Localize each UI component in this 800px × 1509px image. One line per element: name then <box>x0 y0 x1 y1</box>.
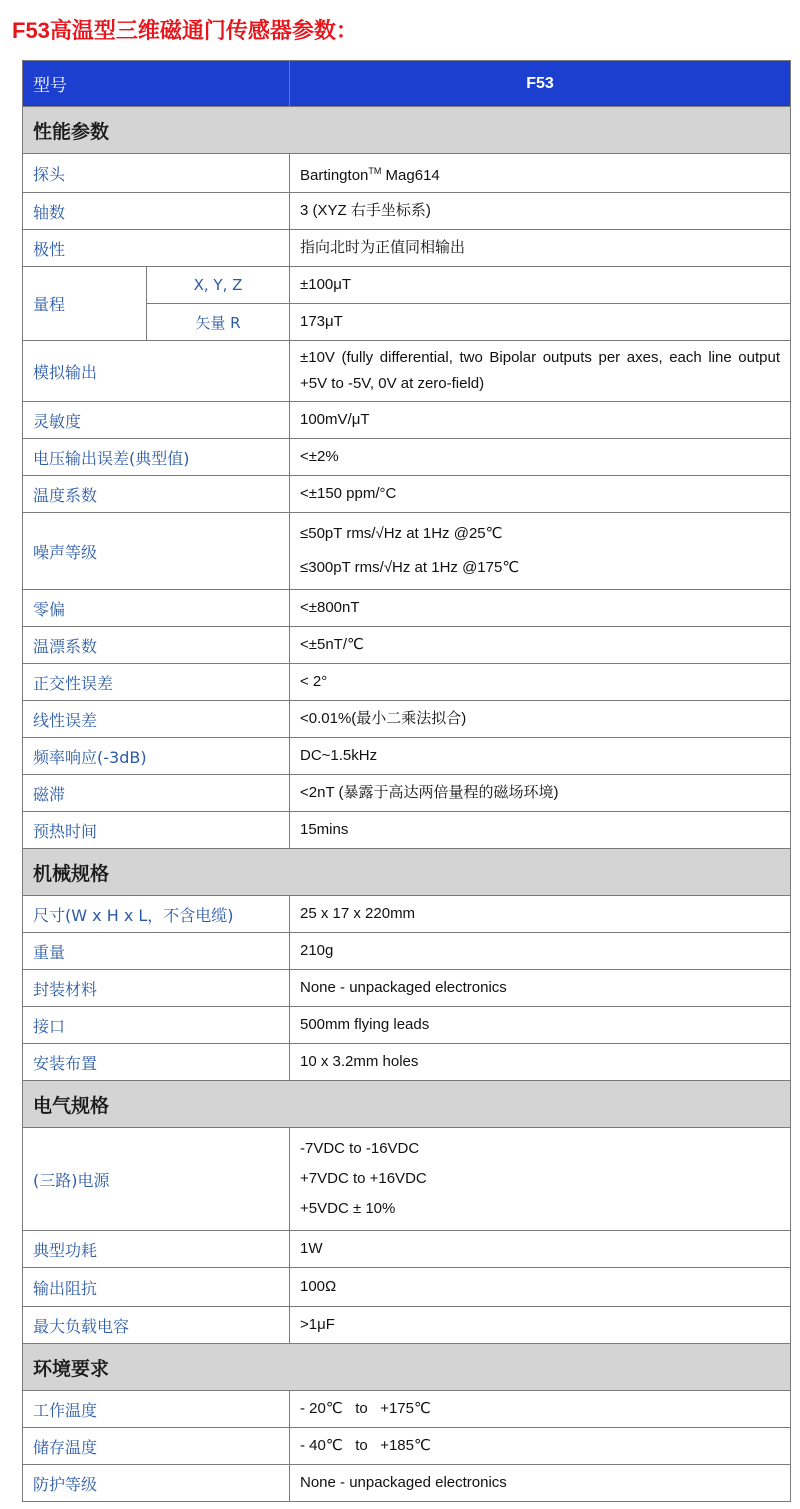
noise-value-line: ≤50pT rms/√Hz at 1Hz @25℃ <box>300 525 503 542</box>
section-row-environment <box>23 1344 791 1391</box>
page-title <box>12 14 358 45</box>
row-value: 1W <box>290 1231 791 1268</box>
row-value-power <box>290 1128 791 1231</box>
row-value: <±5nT/℃ <box>290 627 791 664</box>
row-value: < 2° <box>290 664 791 701</box>
section-title-electrical: 电气规格 <box>23 1081 791 1128</box>
row-label: 最大负载电容 <box>23 1307 290 1344</box>
table-row <box>23 1307 791 1344</box>
table-row <box>23 267 791 304</box>
table-row <box>23 402 791 439</box>
row-sublabel: 矢量 R <box>147 304 290 341</box>
table-row <box>23 1231 791 1268</box>
table-row <box>23 1465 791 1502</box>
row-value: <2nT (暴露于高达两倍量程的磁场环境) <box>290 775 791 812</box>
row-label: 温度系数 <box>23 476 290 513</box>
section-title-mechanical: 机械规格 <box>23 849 791 896</box>
section-row-electrical <box>23 1081 791 1128</box>
table-row <box>23 1128 791 1231</box>
row-value: <±150 ppm/°C <box>290 476 791 513</box>
row-value: 173μT <box>290 304 791 341</box>
table-row <box>23 513 791 590</box>
row-label: 探头 <box>23 154 290 193</box>
row-label: 输出阻抗 <box>23 1268 290 1307</box>
header-model: F53 <box>290 61 791 107</box>
table-row <box>23 812 791 849</box>
row-value-noise <box>290 513 791 590</box>
row-value: None - unpackaged electronics <box>290 970 791 1007</box>
row-value: 15mins <box>290 812 791 849</box>
row-label: 零偏 <box>23 590 290 627</box>
row-value: >1μF <box>290 1307 791 1344</box>
row-label: 磁滞 <box>23 775 290 812</box>
table-row <box>23 701 791 738</box>
row-label: 线性误差 <box>23 701 290 738</box>
table-row <box>23 738 791 775</box>
row-value: 210g <box>290 933 791 970</box>
section-row-mechanical <box>23 849 791 896</box>
table-row <box>23 1391 791 1428</box>
row-value: <0.01%(最小二乘法拟合) <box>290 701 791 738</box>
row-value: 100Ω <box>290 1268 791 1307</box>
row-label: 模拟输出 <box>23 341 290 402</box>
row-label: 储存温度 <box>23 1428 290 1465</box>
row-label: 工作温度 <box>23 1391 290 1428</box>
row-label: 灵敏度 <box>23 402 290 439</box>
section-title-performance: 性能参数 <box>23 107 791 154</box>
table-row <box>23 1268 791 1307</box>
table-row <box>23 439 791 476</box>
row-label: 封装材料 <box>23 970 290 1007</box>
row-label: 尺寸(W x H x L，不含电缆) <box>23 896 290 933</box>
table-row <box>23 933 791 970</box>
noise-value-line: ≤300pT rms/√Hz at 1Hz @175℃ <box>300 559 520 576</box>
row-sublabel: X, Y, Z <box>147 267 290 304</box>
table-row <box>23 154 791 193</box>
row-label: 电压输出误差(典型值) <box>23 439 290 476</box>
table-row <box>23 664 791 701</box>
row-label: 正交性误差 <box>23 664 290 701</box>
row-value: <±800nT <box>290 590 791 627</box>
table-row <box>23 590 791 627</box>
row-value-probe: Bartington™ Mag614 <box>290 154 791 193</box>
row-label: 频率响应(-3dB) <box>23 738 290 775</box>
row-label: 噪声等级 <box>23 513 290 590</box>
table-row <box>23 230 791 267</box>
power-value-line: -7VDC to -16VDC <box>300 1140 420 1157</box>
row-label: 预热时间 <box>23 812 290 849</box>
header-label: 型号 <box>23 61 290 107</box>
table-row <box>23 193 791 230</box>
row-label: 典型功耗 <box>23 1231 290 1268</box>
row-value: 500mm flying leads <box>290 1007 791 1044</box>
row-value: ±10V (fully differential, two Bipolar outputs per axes, each line output +5V to -5V, 0V at zero-field) <box>290 341 791 402</box>
spec-table <box>22 60 791 1502</box>
row-label: 重量 <box>23 933 290 970</box>
row-value: None - unpackaged electronics <box>290 1465 791 1502</box>
table-row <box>23 476 791 513</box>
row-value: - 40℃ to +185℃ <box>290 1428 791 1465</box>
row-value: DC~1.5kHz <box>290 738 791 775</box>
table-row <box>23 1044 791 1081</box>
row-label: 温漂系数 <box>23 627 290 664</box>
row-label: (三路)电源 <box>23 1128 290 1231</box>
row-label: 安装布置 <box>23 1044 290 1081</box>
table-header-row <box>23 61 791 107</box>
table-row <box>23 341 791 402</box>
section-title-environment: 环境要求 <box>23 1344 791 1391</box>
table-row <box>23 627 791 664</box>
row-value: 指向北时为正值同相输出 <box>290 230 791 267</box>
row-value: <±2% <box>290 439 791 476</box>
row-value: - 20℃ to +175℃ <box>290 1391 791 1428</box>
table-row <box>23 1007 791 1044</box>
row-value: 100mV/μT <box>290 402 791 439</box>
row-value: 25 x 17 x 220mm <box>290 896 791 933</box>
table-row <box>23 970 791 1007</box>
power-value-line: +7VDC to +16VDC <box>300 1170 427 1187</box>
row-label: 极性 <box>23 230 290 267</box>
table-row <box>23 896 791 933</box>
table-row <box>23 775 791 812</box>
row-label-range: 量程 <box>23 267 147 341</box>
power-value-line: +5VDC ± 10% <box>300 1200 396 1217</box>
title-text: 高温型三维磁通门传感器参数： <box>49 19 358 44</box>
row-value: 10 x 3.2mm holes <box>290 1044 791 1081</box>
row-value: 3 (XYZ 右手坐标系) <box>290 193 791 230</box>
title-model-code: F53 <box>12 18 50 43</box>
row-label: 防护等级 <box>23 1465 290 1502</box>
row-label: 轴数 <box>23 193 290 230</box>
table-row <box>23 1428 791 1465</box>
row-value: ±100μT <box>290 267 791 304</box>
row-label: 接口 <box>23 1007 290 1044</box>
section-row-performance <box>23 107 791 154</box>
